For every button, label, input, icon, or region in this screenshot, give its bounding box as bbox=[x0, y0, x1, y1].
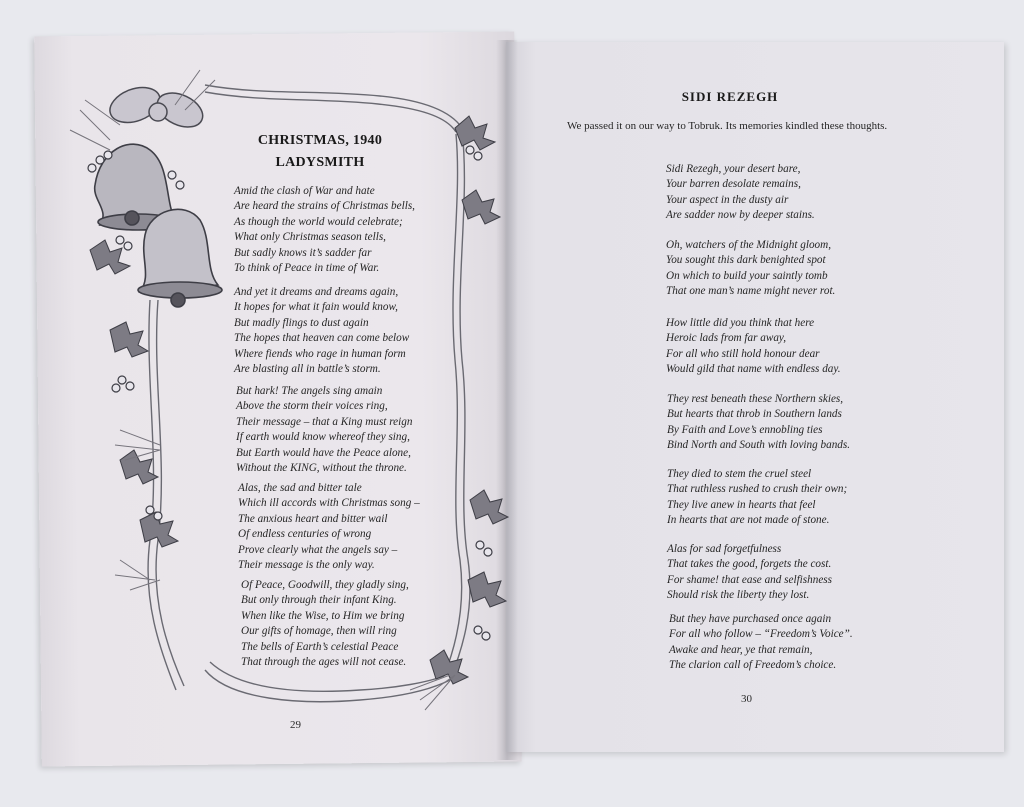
poem-line: They died to stem the cruel steel bbox=[667, 468, 812, 480]
poem-line: They live anew in hearts that feel bbox=[667, 498, 816, 511]
poem-line: They rest beneath these Northern skies, bbox=[667, 393, 844, 405]
poem-line: Oh, watchers of the Midnight gloom, bbox=[666, 239, 832, 251]
poem-line: Their message – that a King must reign bbox=[236, 415, 413, 428]
poem-line: Are heard the strains of Christmas bells, bbox=[234, 200, 415, 213]
poem-line: Of endless centuries of wrong bbox=[238, 528, 372, 541]
poem-line: Bind North and South with loving bands. bbox=[667, 439, 851, 452]
poem-line: Above the storm their voices ring, bbox=[236, 400, 388, 413]
right-stanza-4 bbox=[667, 392, 850, 454]
poem-line: Your aspect in the dusty air bbox=[666, 193, 789, 206]
poem-line: That ruthless rushed to crush their own; bbox=[667, 483, 848, 496]
poem-line: It hopes for what it fain would know, bbox=[234, 301, 398, 314]
poem-line: In hearts that are not made of stone. bbox=[667, 514, 830, 527]
right-stanza-6 bbox=[667, 542, 832, 604]
right-stanza-2 bbox=[666, 238, 835, 300]
left-stanza-3 bbox=[236, 384, 412, 476]
poem-line: What only Christmas season tells, bbox=[234, 231, 386, 244]
poem-line: Alas for sad forgetfulness bbox=[667, 543, 782, 555]
poem-line: To think of Peace in time of War. bbox=[234, 262, 380, 275]
poem-line: For all who still hold honour dear bbox=[666, 347, 820, 360]
poem-line: Would gild that name with endless day. bbox=[666, 363, 841, 376]
poem-line: But sadly knows it’s sadder far bbox=[234, 246, 372, 259]
poem-line: Heroic lads from far away, bbox=[666, 332, 787, 345]
right-poem-title: SIDI REZEGH bbox=[681, 89, 779, 104]
poem-line: But only through their infant King. bbox=[241, 594, 397, 607]
book-gutter bbox=[496, 40, 518, 760]
poem-line: But hark! The angels sing amain bbox=[236, 385, 383, 397]
poem-line: The bells of Earth’s celestial Peace bbox=[241, 640, 399, 653]
left-stanza-2 bbox=[234, 285, 409, 377]
poem-line: Your barren desolate remains, bbox=[666, 178, 801, 191]
right-page-number: 30 bbox=[741, 693, 752, 705]
poem-line: Of Peace, Goodwill, they gladly sing, bbox=[241, 579, 409, 591]
poem-line: But Earth would have the Peace alone, bbox=[236, 446, 411, 459]
poem-line: That through the ages will not cease. bbox=[241, 656, 407, 669]
poem-line: Without the KING, without the throne. bbox=[236, 462, 407, 475]
poem-line: Which ill accords with Christmas song – bbox=[238, 497, 420, 510]
poem-line: That one man’s name might never rot. bbox=[666, 285, 836, 298]
poem-line: Awake and hear, ye that remain, bbox=[669, 643, 813, 656]
poem-line: For all who follow – “Freedom’s Voice”. bbox=[669, 628, 853, 641]
poem-line: That takes the good, forgets the cost. bbox=[667, 558, 832, 571]
poem-line: The anxious heart and bitter wail bbox=[238, 512, 388, 525]
poem-line: By Faith and Love’s ennobling ties bbox=[667, 423, 823, 436]
poem-line: But madly flings to dust again bbox=[234, 316, 369, 329]
poem-line: How little did you think that here bbox=[666, 317, 815, 329]
poem-line: Should risk the liberty they lost. bbox=[667, 589, 810, 602]
left-stanza-1 bbox=[234, 184, 415, 276]
poem-line: Are blasting all in battle’s storm. bbox=[234, 363, 381, 376]
poem-line: For shame! that ease and selfishness bbox=[667, 573, 832, 586]
poem-line: Where fiends who rage in human form bbox=[234, 347, 406, 360]
left-page-number: 29 bbox=[290, 719, 301, 731]
left-poem-subtitle: LADYSMITH bbox=[275, 155, 365, 170]
poem-line: But hearts that throb in Southern lands bbox=[667, 408, 842, 421]
right-poem-intro: We passed it on our way to Tobruk. Its memories kindled these thoughts. bbox=[567, 120, 888, 132]
poem-line: Their message is the only way. bbox=[238, 559, 375, 572]
right-stanza-3 bbox=[666, 316, 841, 378]
poem-line: Our gifts of homage, then will ring bbox=[241, 625, 397, 638]
right-stanza-5 bbox=[667, 467, 847, 529]
poem-line: When like the Wise, to Him we bring bbox=[241, 609, 405, 622]
poem-line: And yet it dreams and dreams again, bbox=[234, 286, 399, 298]
poem-line: If earth would know whereof they sing, bbox=[236, 431, 410, 444]
right-stanza-1 bbox=[666, 162, 815, 224]
left-stanza-5 bbox=[241, 578, 409, 670]
poem-line: Prove clearly what the angels say – bbox=[238, 543, 398, 556]
poem-line: As though the world would celebrate; bbox=[234, 215, 403, 228]
left-poem-title: CHRISTMAS, 1940 bbox=[257, 133, 383, 148]
poem-line: The clarion call of Freedom’s choice. bbox=[669, 659, 837, 672]
poem-line: Are sadder now by deeper stains. bbox=[666, 209, 815, 222]
poem-line: On which to build your saintly tomb bbox=[666, 269, 828, 282]
left-stanza-4 bbox=[238, 481, 420, 573]
right-stanza-7 bbox=[669, 612, 853, 674]
poem-line: Alas, the sad and bitter tale bbox=[238, 482, 362, 494]
poem-line: Sidi Rezegh, your desert bare, bbox=[666, 163, 801, 175]
poem-line: But they have purchased once again bbox=[669, 613, 832, 625]
poem-line: Amid the clash of War and hate bbox=[234, 185, 375, 197]
poem-line: The hopes that heaven can come below bbox=[234, 332, 410, 345]
poem-line: You sought this dark benighted spot bbox=[666, 254, 826, 267]
